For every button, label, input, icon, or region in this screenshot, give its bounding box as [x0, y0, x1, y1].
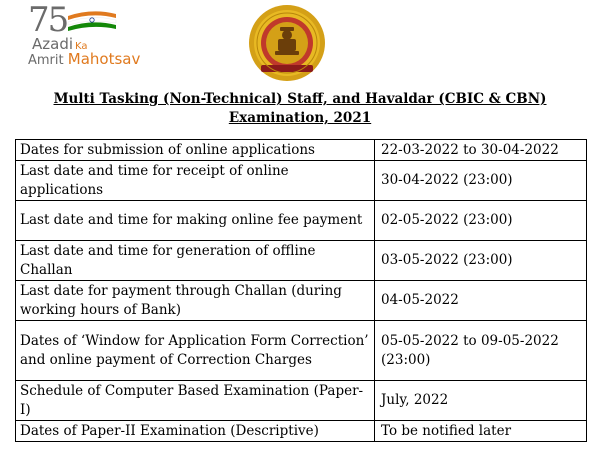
event-cell: Last date and time for receipt of online applications — [16, 161, 375, 201]
table-row — [16, 381, 587, 421]
event-cell: Last date for payment through Challan (during working hours of Bank) — [16, 281, 375, 321]
table-row — [16, 241, 587, 281]
logo-word-mahotsav: Mahotsav — [67, 50, 141, 68]
date-cell: 30-04-2022 (23:00) — [375, 161, 587, 201]
notice-title — [0, 90, 600, 128]
logo-word-amrit: Amrit — [28, 53, 64, 68]
table-row — [16, 281, 587, 321]
tricolour-flag-icon — [66, 10, 118, 34]
date-cell: 04-05-2022 — [375, 281, 587, 321]
event-cell: Dates for submission of online applications — [16, 140, 375, 161]
event-cell: Last date and time for making online fee payment — [16, 201, 375, 241]
event-cell: Schedule of Computer Based Examination (Paper-I) — [16, 381, 375, 421]
date-cell: 02-05-2022 (23:00) — [375, 201, 587, 241]
event-cell: Dates of Paper-II Examination (Descriptive) — [16, 421, 375, 442]
title-line-1: Multi Tasking (Non-Technical) Staff, and Havaldar (CBIC & CBN) — [53, 91, 547, 107]
logo-number-75: 75 — [28, 0, 68, 40]
date-cell: July, 2022 — [375, 381, 587, 421]
table-row — [16, 201, 587, 241]
date-cell: 22-03-2022 to 30-04-2022 — [375, 140, 587, 161]
table-row — [16, 161, 587, 201]
table-row — [16, 321, 587, 381]
logo-amrit-mahotsav-line — [28, 52, 140, 68]
date-cell: 03-05-2022 (23:00) — [375, 241, 587, 281]
ssc-emblem-icon — [247, 3, 327, 83]
logo-word-ka: Ka — [75, 41, 88, 52]
table-row — [16, 421, 587, 442]
date-cell: To be notified later — [375, 421, 587, 442]
date-cell: 05-05-2022 to 09-05-2022 (23:00) — [375, 321, 587, 381]
event-cell: Dates of ‘Window for Application Form Correction’ and online payment of Correction Charges — [16, 321, 375, 381]
logo-word-azadi: Azadi — [32, 35, 74, 53]
table-row — [16, 140, 587, 161]
schedule-table — [15, 139, 587, 442]
event-cell: Last date and time for generation of offline Challan — [16, 241, 375, 281]
azadi-ka-amrit-mahotsav-logo — [28, 2, 148, 68]
title-line-2: Examination, 2021 — [228, 110, 372, 126]
